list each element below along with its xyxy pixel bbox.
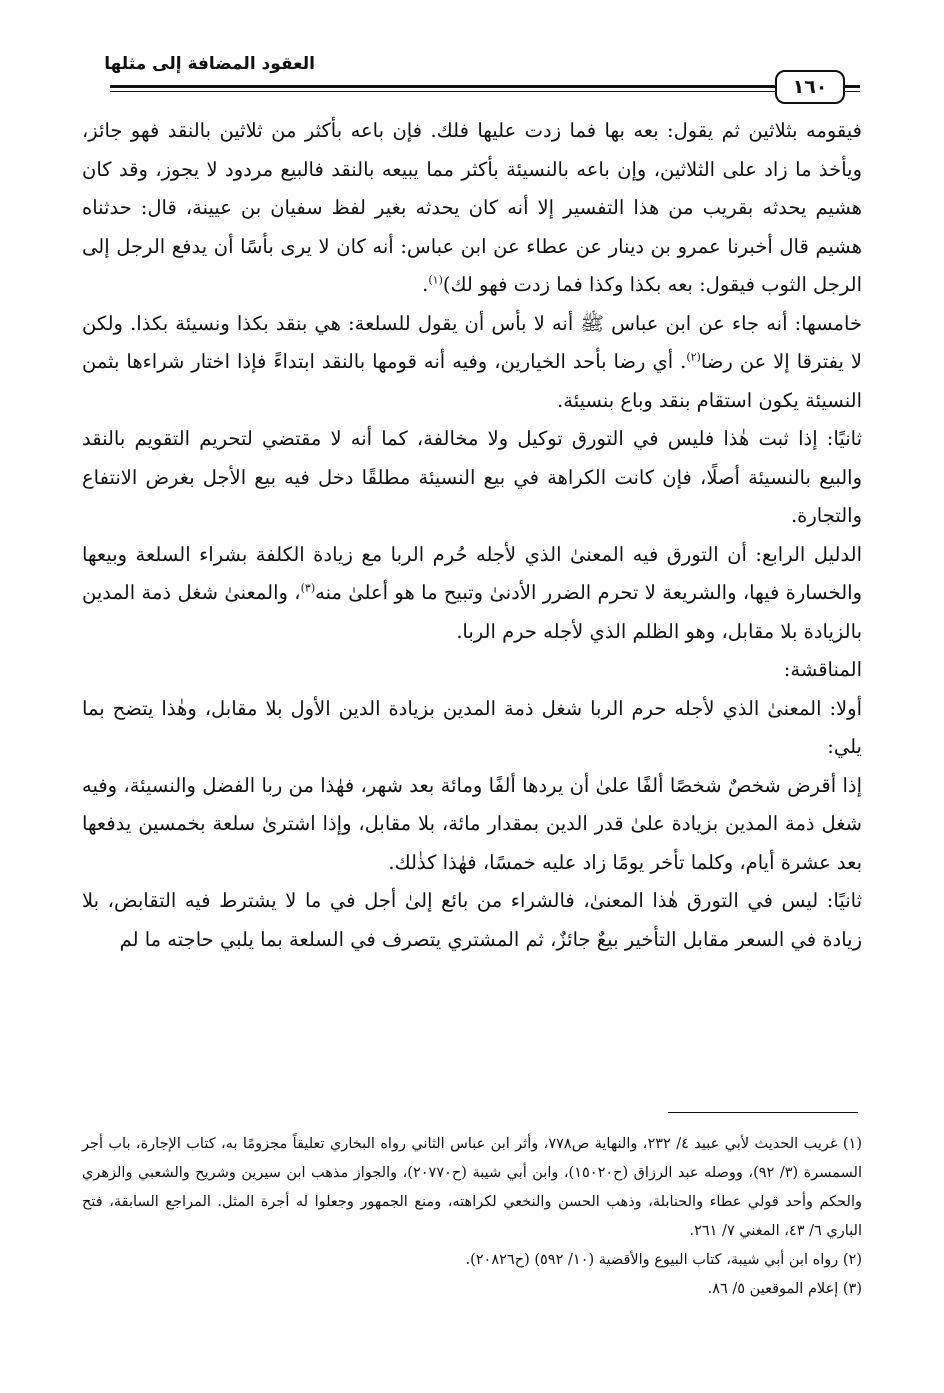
paragraph-2-text: خامسها: أنه جاء عن ابن عباس ﷺ أنه لا بأس أن يقول للسلعة: هي بنقد بكذا ونسيئة بكذا. ولكن لا يفترقا إلا عن رضا	[82, 311, 862, 373]
paragraph-4-cont: ، والمعنىٰ شغل ذمة المدين بالزيادة بلا مقابل، وهو الظلم الذي لأجله حرم الربا.	[82, 581, 862, 643]
footnotes	[82, 1130, 862, 1304]
page-number: ١٦٠	[775, 70, 845, 104]
paragraph-2	[82, 305, 862, 421]
paragraph-2-cont: . أي رضا بأحد الخيارين، وفيه أنه قومها بالنقد ابتداءً فإذا اختار شراءها بثمن النسيئة يكون استقام بنقد وباع بنسيئة.	[82, 350, 862, 412]
footnote-ref-1: (١)	[428, 273, 443, 287]
body-text	[82, 112, 862, 959]
paragraph-4-text: الدليل الرابع: أن التورق فيه المعنىٰ الذي لأجله حُرم الربا مع زيادة الكلفة بشراء السلعة وبيعها والخسارة فيها، والشريعة لا تحرم الضرر الأدنىٰ وتبيح ما هو أعلىٰ منه	[82, 542, 862, 604]
paragraph-7: إذا أقرض شخصٌ شخصًا ألفًا علىٰ أن يردها ألفًا ومائة بعد شهر، فهٰذا من ربا الفضل والنسيئة، وفيه شغل ذمة المدين بزيادة علىٰ قدر الدين بمقدار مائة، بلا مقابل، وإذا اشترىٰ سلعة بخمسين يدفعها بعد عشرة أيام، وكلما تأخر يومًا زاد عليه خمسًا، فهٰذا كذٰلك.	[82, 773, 862, 874]
footnote-ref-2: (٢)	[686, 350, 701, 364]
footnote-1: (١) غريب الحديث لأبي عبيد ٤/ ٢٣٢، والنهاية ص٧٧٨، وأثر ابن عباس الثاني رواه البخاري تعليقاً مجزومًا به، كتاب الإجارة، باب أجر السمسرة (٣/ ٩٢)، ووصله عبد الرزاق (ح١٥٠٢٠)، وابن أبي شيبة (ح٢٠٧٧٠)، والجواز مذهب ابن سيرين وشريح والشعبي والزهري والحكم وأحد قولي عطاء والحنابلة، وذهب الحسن والنخعي لكراهته، ومنع الجمهور وجعلوا له أجرة المثل. المراجع السابقة، فتح الباري ٦/ ٤٣، المغني ٧/ ٢٦١.	[82, 1136, 862, 1239]
header-rule-thin	[110, 91, 860, 92]
header-rule-thick	[110, 85, 860, 88]
footnote-ref-3: (٣)	[300, 581, 316, 595]
paragraph-4	[82, 536, 862, 652]
footnote-2: (٢) رواه ابن أبي شيبة، كتاب البيوع والأقضية (١٠/ ٥٩٢) (ح٢٠٨٢٦).	[465, 1252, 862, 1268]
footnote-3: (٣) إعلام الموقعين ٥/ ٨٦.	[707, 1281, 862, 1297]
paragraph-1-text: فيقومه بثلاثين ثم يقول: بعه بها فما زدت عليها فلك. فإن باعه بأكثر من ثلاثين بالنقد فهو جائز، ويأخذ ما زاد على الثلاثين، وإن باعه بالنسيئة بأكثر مما يبيعه بالنقد فالبيع مردود لا يجوز، وقد كان هشيم يحدثه بقريب من هذا التفسير إلا أنه كان يحدثه بغير لفظ سفيان بن عيينة، قال: حدثناه هشيم قال أخبرنا عمرو بن دينار عن عطاء عن ابن عباس: أنه كان لا يرى بأسًا أن يدفع الرجل إلى الرجل الثوب فيقول: بعه بكذا وكذا فما زدت فهو لك)	[82, 119, 862, 296]
footnote-separator	[668, 1112, 858, 1113]
paragraph-3: ثانيًا: إذا ثبت هٰذا فليس في التورق توكيل ولا مخالفة، كما أنه لا مقتضي لتحريم التقويم بالنقد والبيع بالنسيئة أصلًا، فإن كانت الكراهة في بيع النسيئة مطلقًا دخل فيه بيع الأجل بغرض الانتفاع والتجارة.	[82, 427, 862, 527]
paragraph-1-end: .	[422, 273, 429, 296]
paragraph-1	[82, 112, 862, 305]
running-title: العقود المضافة إلى مثلها	[104, 54, 315, 74]
page-number-tick	[845, 86, 857, 88]
paragraph-6: أولا: المعنىٰ الذي لأجله حرم الربا شغل ذمة المدين بزيادة الدين الأول بلا مقابل، وهٰذا يتضح بما يلي:	[82, 696, 862, 758]
section-heading-discussion: المناقشة:	[783, 658, 862, 681]
paragraph-8: ثانيًا: ليس في التورق هٰذا المعنىٰ، فالشراء من بائع إلىٰ أجل في ما لا يشترط فيه التقابض، بلا زيادة في السعر مقابل التأخير بيعٌ جائزٌ، ثم المشتري يتصرف في السلعة بما يلبي حاجته ما لم	[82, 889, 862, 951]
